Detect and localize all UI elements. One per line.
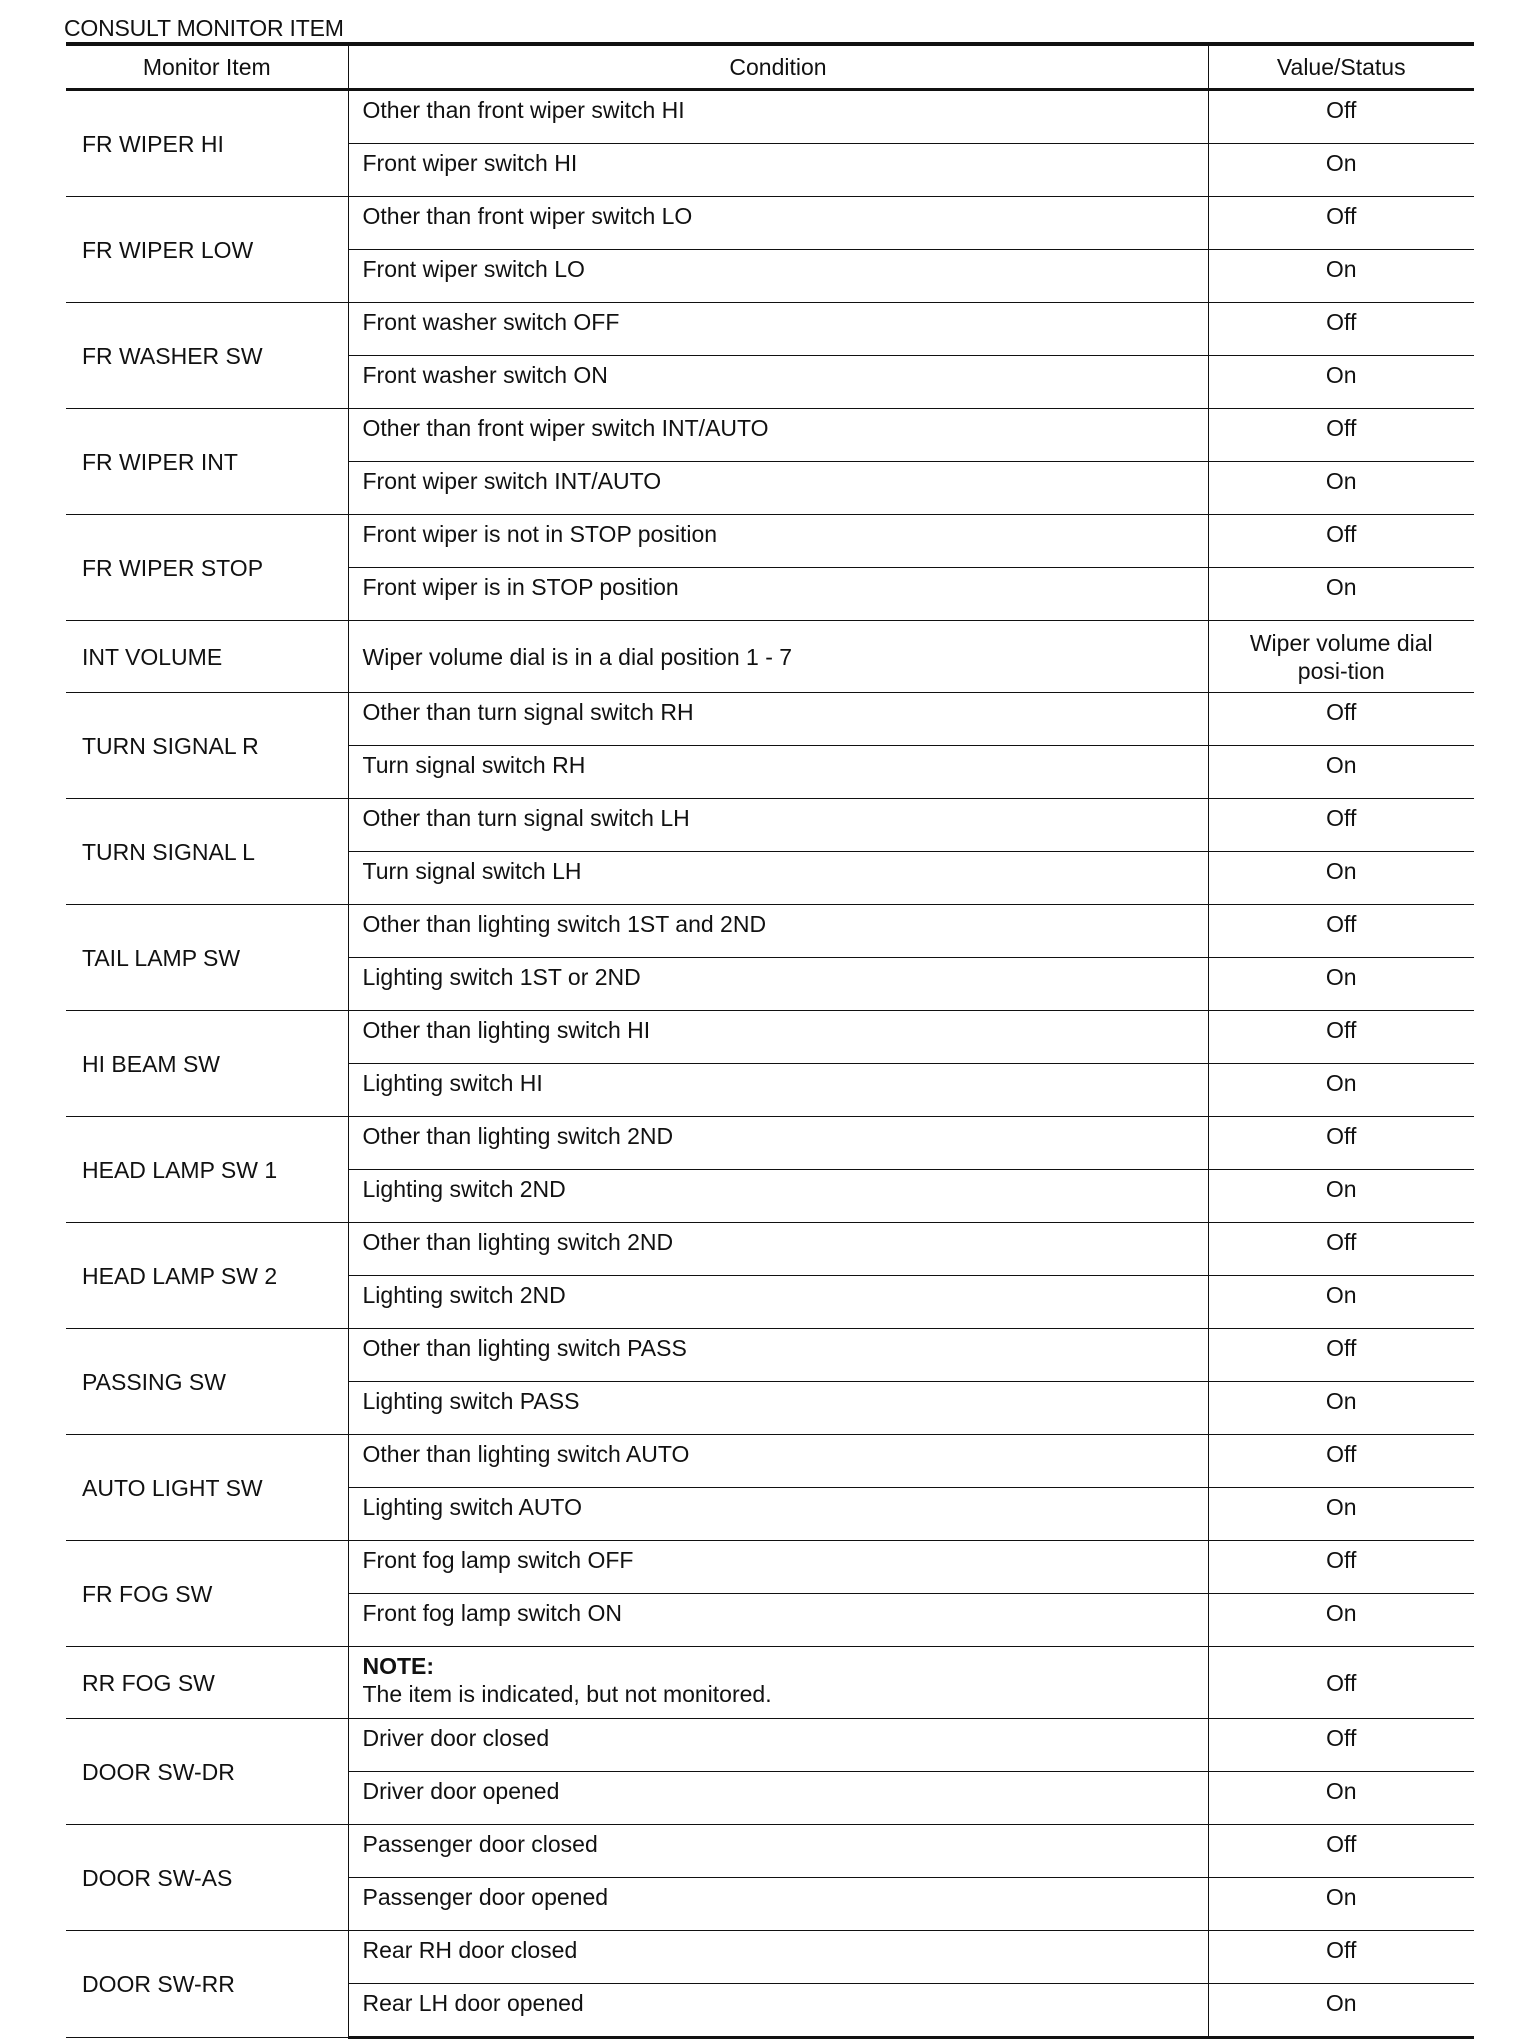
condition-cell: Lighting switch HI <box>348 1064 1208 1117</box>
monitor-item-cell: DOOR SW-DR <box>66 1719 348 1825</box>
condition-cell: Front wiper switch HI <box>348 144 1208 197</box>
table-row <box>66 90 1474 144</box>
monitor-item-cell: DOOR SW-RR <box>66 1931 348 2038</box>
monitor-item-cell: RR FOG SW <box>66 1647 348 1719</box>
value-status-cell: Off <box>1208 1931 1474 1984</box>
value-status-cell: On <box>1208 568 1474 621</box>
table-row <box>66 1223 1474 1276</box>
condition-cell: Lighting switch 1ST or 2ND <box>348 958 1208 1011</box>
condition-cell: Turn signal switch LH <box>348 852 1208 905</box>
table-body <box>66 90 1474 2038</box>
condition-cell: Front wiper switch INT/AUTO <box>348 462 1208 515</box>
header-row <box>66 44 1474 90</box>
value-status-cell: On <box>1208 1064 1474 1117</box>
value-status-cell: On <box>1208 1276 1474 1329</box>
value-status-cell: Off <box>1208 1329 1474 1382</box>
table-row <box>66 1117 1474 1170</box>
value-status-cell: Off <box>1208 1011 1474 1064</box>
value-status-cell: On <box>1208 1984 1474 2038</box>
table-row <box>66 621 1474 693</box>
value-status-cell: Off <box>1208 799 1474 852</box>
table-caption: CONSULT MONITOR ITEM <box>64 15 344 41</box>
monitor-item-cell: TAIL LAMP SW <box>66 905 348 1011</box>
table-row <box>66 1541 1474 1594</box>
monitor-item-cell: DOOR SW-AS <box>66 1825 348 1931</box>
condition-cell: Other than lighting switch AUTO <box>348 1435 1208 1488</box>
value-status-cell: On <box>1208 144 1474 197</box>
header-value-status: Value/Status <box>1208 44 1474 90</box>
value-status-cell: On <box>1208 1772 1474 1825</box>
table-row <box>66 1647 1474 1719</box>
condition-cell: Passenger door closed <box>348 1825 1208 1878</box>
value-status-cell: On <box>1208 356 1474 409</box>
monitor-item-cell: FR FOG SW <box>66 1541 348 1647</box>
table-row <box>66 197 1474 250</box>
monitor-item-cell: HI BEAM SW <box>66 1011 348 1117</box>
table-row <box>66 1329 1474 1382</box>
table-row <box>66 515 1474 568</box>
condition-cell: Other than turn signal switch RH <box>348 693 1208 746</box>
condition-cell: Front wiper switch LO <box>348 250 1208 303</box>
value-status-cell: On <box>1208 958 1474 1011</box>
monitor-item-cell: TURN SIGNAL L <box>66 799 348 905</box>
value-status-cell: On <box>1208 1488 1474 1541</box>
condition-cell: Wiper volume dial is in a dial position 1 - 7 <box>348 621 1208 693</box>
value-status-cell: Off <box>1208 1647 1474 1719</box>
condition-cell: Other than front wiper switch INT/AUTO <box>348 409 1208 462</box>
condition-cell: Front wiper is in STOP position <box>348 568 1208 621</box>
table-row <box>66 409 1474 462</box>
consult-monitor-table <box>66 42 1474 2039</box>
condition-cell <box>348 1647 1208 1719</box>
condition-cell: Driver door opened <box>348 1772 1208 1825</box>
condition-cell: Lighting switch 2ND <box>348 1170 1208 1223</box>
condition-cell: Rear LH door opened <box>348 1984 1208 2038</box>
table-row <box>66 1435 1474 1488</box>
value-status-cell: Off <box>1208 1435 1474 1488</box>
table-row <box>66 1719 1474 1772</box>
monitor-item-cell: FR WIPER HI <box>66 90 348 197</box>
value-status-cell: On <box>1208 1382 1474 1435</box>
header-condition: Condition <box>348 44 1208 90</box>
condition-cell: Turn signal switch RH <box>348 746 1208 799</box>
header-monitor-item: Monitor Item <box>66 44 348 90</box>
condition-cell: Other than lighting switch PASS <box>348 1329 1208 1382</box>
note-title: NOTE: <box>362 1653 435 1679</box>
value-status-cell: Off <box>1208 905 1474 958</box>
value-status-cell: Off <box>1208 515 1474 568</box>
value-status-cell: Off <box>1208 197 1474 250</box>
value-status-cell: Off <box>1208 693 1474 746</box>
monitor-item-cell: HEAD LAMP SW 2 <box>66 1223 348 1329</box>
monitor-item-cell: HEAD LAMP SW 1 <box>66 1117 348 1223</box>
condition-cell: Lighting switch 2ND <box>348 1276 1208 1329</box>
value-status-cell: On <box>1208 462 1474 515</box>
condition-cell: Front fog lamp switch ON <box>348 1594 1208 1647</box>
condition-cell: Front fog lamp switch OFF <box>348 1541 1208 1594</box>
condition-cell: Passenger door opened <box>348 1878 1208 1931</box>
value-status-cell: On <box>1208 250 1474 303</box>
condition-cell: Rear RH door closed <box>348 1931 1208 1984</box>
table-row <box>66 1825 1474 1878</box>
value-status-cell: Off <box>1208 1223 1474 1276</box>
table-row <box>66 693 1474 746</box>
condition-cell: Other than lighting switch HI <box>348 1011 1208 1064</box>
note-text: The item is indicated, but not monitored. <box>362 1681 772 1707</box>
table-row <box>66 303 1474 356</box>
value-status-cell: Off <box>1208 303 1474 356</box>
monitor-item-cell: TURN SIGNAL R <box>66 693 348 799</box>
monitor-item-cell: FR WIPER STOP <box>66 515 348 621</box>
value-status-cell: Wiper volume dial posi-tion <box>1208 621 1474 693</box>
condition-cell: Other than front wiper switch HI <box>348 90 1208 144</box>
value-status-cell: Off <box>1208 1825 1474 1878</box>
condition-cell: Front washer switch ON <box>348 356 1208 409</box>
monitor-item-cell: FR WIPER LOW <box>66 197 348 303</box>
monitor-item-cell: PASSING SW <box>66 1329 348 1435</box>
condition-cell: Driver door closed <box>348 1719 1208 1772</box>
value-status-cell: On <box>1208 1878 1474 1931</box>
condition-cell: Other than lighting switch 2ND <box>348 1223 1208 1276</box>
table-row <box>66 799 1474 852</box>
monitor-item-cell: AUTO LIGHT SW <box>66 1435 348 1541</box>
condition-cell: Other than lighting switch 1ST and 2ND <box>348 905 1208 958</box>
condition-cell: Front wiper is not in STOP position <box>348 515 1208 568</box>
condition-cell: Lighting switch AUTO <box>348 1488 1208 1541</box>
value-status-cell: On <box>1208 746 1474 799</box>
condition-cell: Lighting switch PASS <box>348 1382 1208 1435</box>
monitor-item-cell: FR WASHER SW <box>66 303 348 409</box>
value-status-cell: Off <box>1208 1541 1474 1594</box>
value-status-cell: On <box>1208 852 1474 905</box>
value-status-cell: On <box>1208 1594 1474 1647</box>
monitor-item-cell: FR WIPER INT <box>66 409 348 515</box>
table-row <box>66 905 1474 958</box>
monitor-item-cell: INT VOLUME <box>66 621 348 693</box>
value-status-cell: Off <box>1208 1117 1474 1170</box>
value-status-cell: Off <box>1208 409 1474 462</box>
condition-cell: Other than lighting switch 2ND <box>348 1117 1208 1170</box>
table-row <box>66 1011 1474 1064</box>
condition-cell: Front washer switch OFF <box>348 303 1208 356</box>
value-status-cell: Off <box>1208 90 1474 144</box>
table-row <box>66 1931 1474 1984</box>
value-status-cell: On <box>1208 1170 1474 1223</box>
condition-cell: Other than turn signal switch LH <box>348 799 1208 852</box>
condition-cell: Other than front wiper switch LO <box>348 197 1208 250</box>
value-status-cell: Off <box>1208 1719 1474 1772</box>
